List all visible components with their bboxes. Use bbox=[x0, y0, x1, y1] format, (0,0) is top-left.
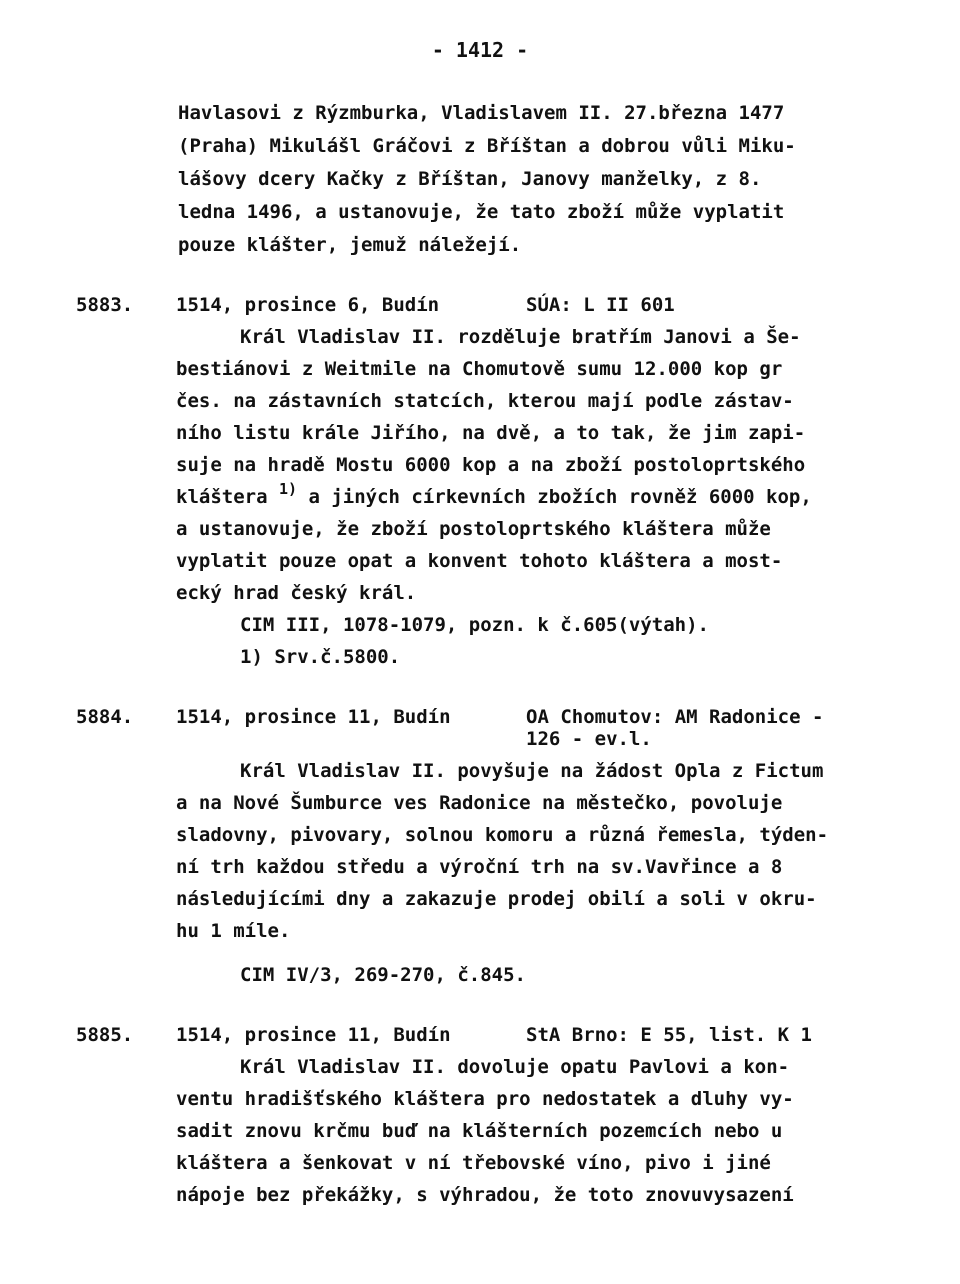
text-line: Král Vladislav II. rozděluje bratřím Janovi a Še- bbox=[240, 326, 801, 348]
text-segment: kláštera bbox=[176, 486, 268, 508]
text-line: následujícími dny a zakazuje prodej obilí a soli v okru- bbox=[176, 888, 817, 910]
text-line: hu 1 míle. bbox=[176, 920, 291, 942]
archive-reference: SÚA: L II 601 bbox=[526, 294, 675, 316]
text-line: sadit znovu krčmu buď na klášterních pozemcích nebo u bbox=[176, 1120, 783, 1142]
text-line: vyplatit pouze opat a konvent tohoto kláštera a most- bbox=[176, 550, 783, 572]
text-line: Král Vladislav II. povyšuje na žádost Opla z Fictum bbox=[240, 760, 824, 782]
entry-number: 5883. bbox=[76, 294, 134, 316]
text-line: ledna 1496, a ustanovuje, že tato zboží může vyplatit bbox=[178, 201, 785, 223]
entry-number: 5885. bbox=[76, 1024, 134, 1046]
text-line: ventu hradišťského kláštera pro nedostatek a dluhy vy- bbox=[176, 1088, 794, 1110]
text-line: a ustanovuje, že zboží postoloprtského kláštera může bbox=[176, 518, 771, 540]
text-line: Král Vladislav II. dovoluje opatu Pavlovi a kon- bbox=[240, 1056, 790, 1078]
text-line: sladovny, pivovary, solnou komoru a různá řemesla, týden- bbox=[176, 824, 829, 846]
archive-reference: StA Brno: E 55, list. K 1 bbox=[526, 1024, 812, 1046]
text-segment: a jiných církevních zbožích rovněž 6000 kop, bbox=[297, 486, 812, 508]
text-line: a na Nové Šumburce ves Radonice na městečko, povoluje bbox=[176, 792, 783, 814]
entry-header: 1514, prosince 6, Budín bbox=[176, 294, 440, 316]
entry-header: 1514, prosince 11, Budín bbox=[176, 1024, 451, 1046]
text-line: ecký hrad český král. bbox=[176, 582, 417, 604]
entry-number: 5884. bbox=[76, 706, 134, 728]
text-line: (Praha) Mikulášl Gráčovi z Bříštan a dobrou vůli Miku- bbox=[178, 135, 796, 157]
source-citation: CIM III, 1078-1079, pozn. k č.605(výtah). bbox=[240, 614, 709, 636]
archive-reference: 126 - ev.l. bbox=[526, 728, 652, 750]
text-line: Havlasovi z Rýzmburka, Vladislavem II. 27.března 1477 bbox=[178, 102, 785, 124]
text-line: ního listu krále Jiřího, na dvě, a to tak, že jim zapi- bbox=[176, 422, 806, 444]
text-line: lášovy dcery Kačky z Bříštan, Janovy manželky, z 8. bbox=[178, 168, 762, 190]
archive-reference: OA Chomutov: AM Radonice - bbox=[526, 706, 824, 728]
text-line: suje na hradě Mostu 6000 kop a na zboží postoloprtského bbox=[176, 454, 806, 476]
text-line: ní trh každou středu a výroční trh na sv.Vavřince a 8 bbox=[176, 856, 783, 878]
footnote: 1) Srv.č.5800. bbox=[240, 646, 401, 668]
text-line: kláštera a šenkovat v ní třebovské víno, pivo i jiné bbox=[176, 1152, 771, 1174]
page-number: - 1412 - bbox=[431, 38, 529, 62]
source-citation: CIM IV/3, 269-270, č.845. bbox=[240, 964, 526, 986]
footnote-mark: 1) bbox=[278, 480, 298, 498]
text-line: nápoje bez překážky, s výhradou, že toto znovuvysazení bbox=[176, 1184, 794, 1206]
text-line: bestiánovi z Weitmile na Chomutově sumu 12.000 kop gr bbox=[176, 358, 783, 380]
text-line: pouze klášter, jemuž náležejí. bbox=[178, 234, 522, 256]
text-line bbox=[176, 480, 812, 508]
entry-header: 1514, prosince 11, Budín bbox=[176, 706, 451, 728]
text-line: čes. na zástavních statcích, kterou mají podle zástav- bbox=[176, 390, 794, 412]
